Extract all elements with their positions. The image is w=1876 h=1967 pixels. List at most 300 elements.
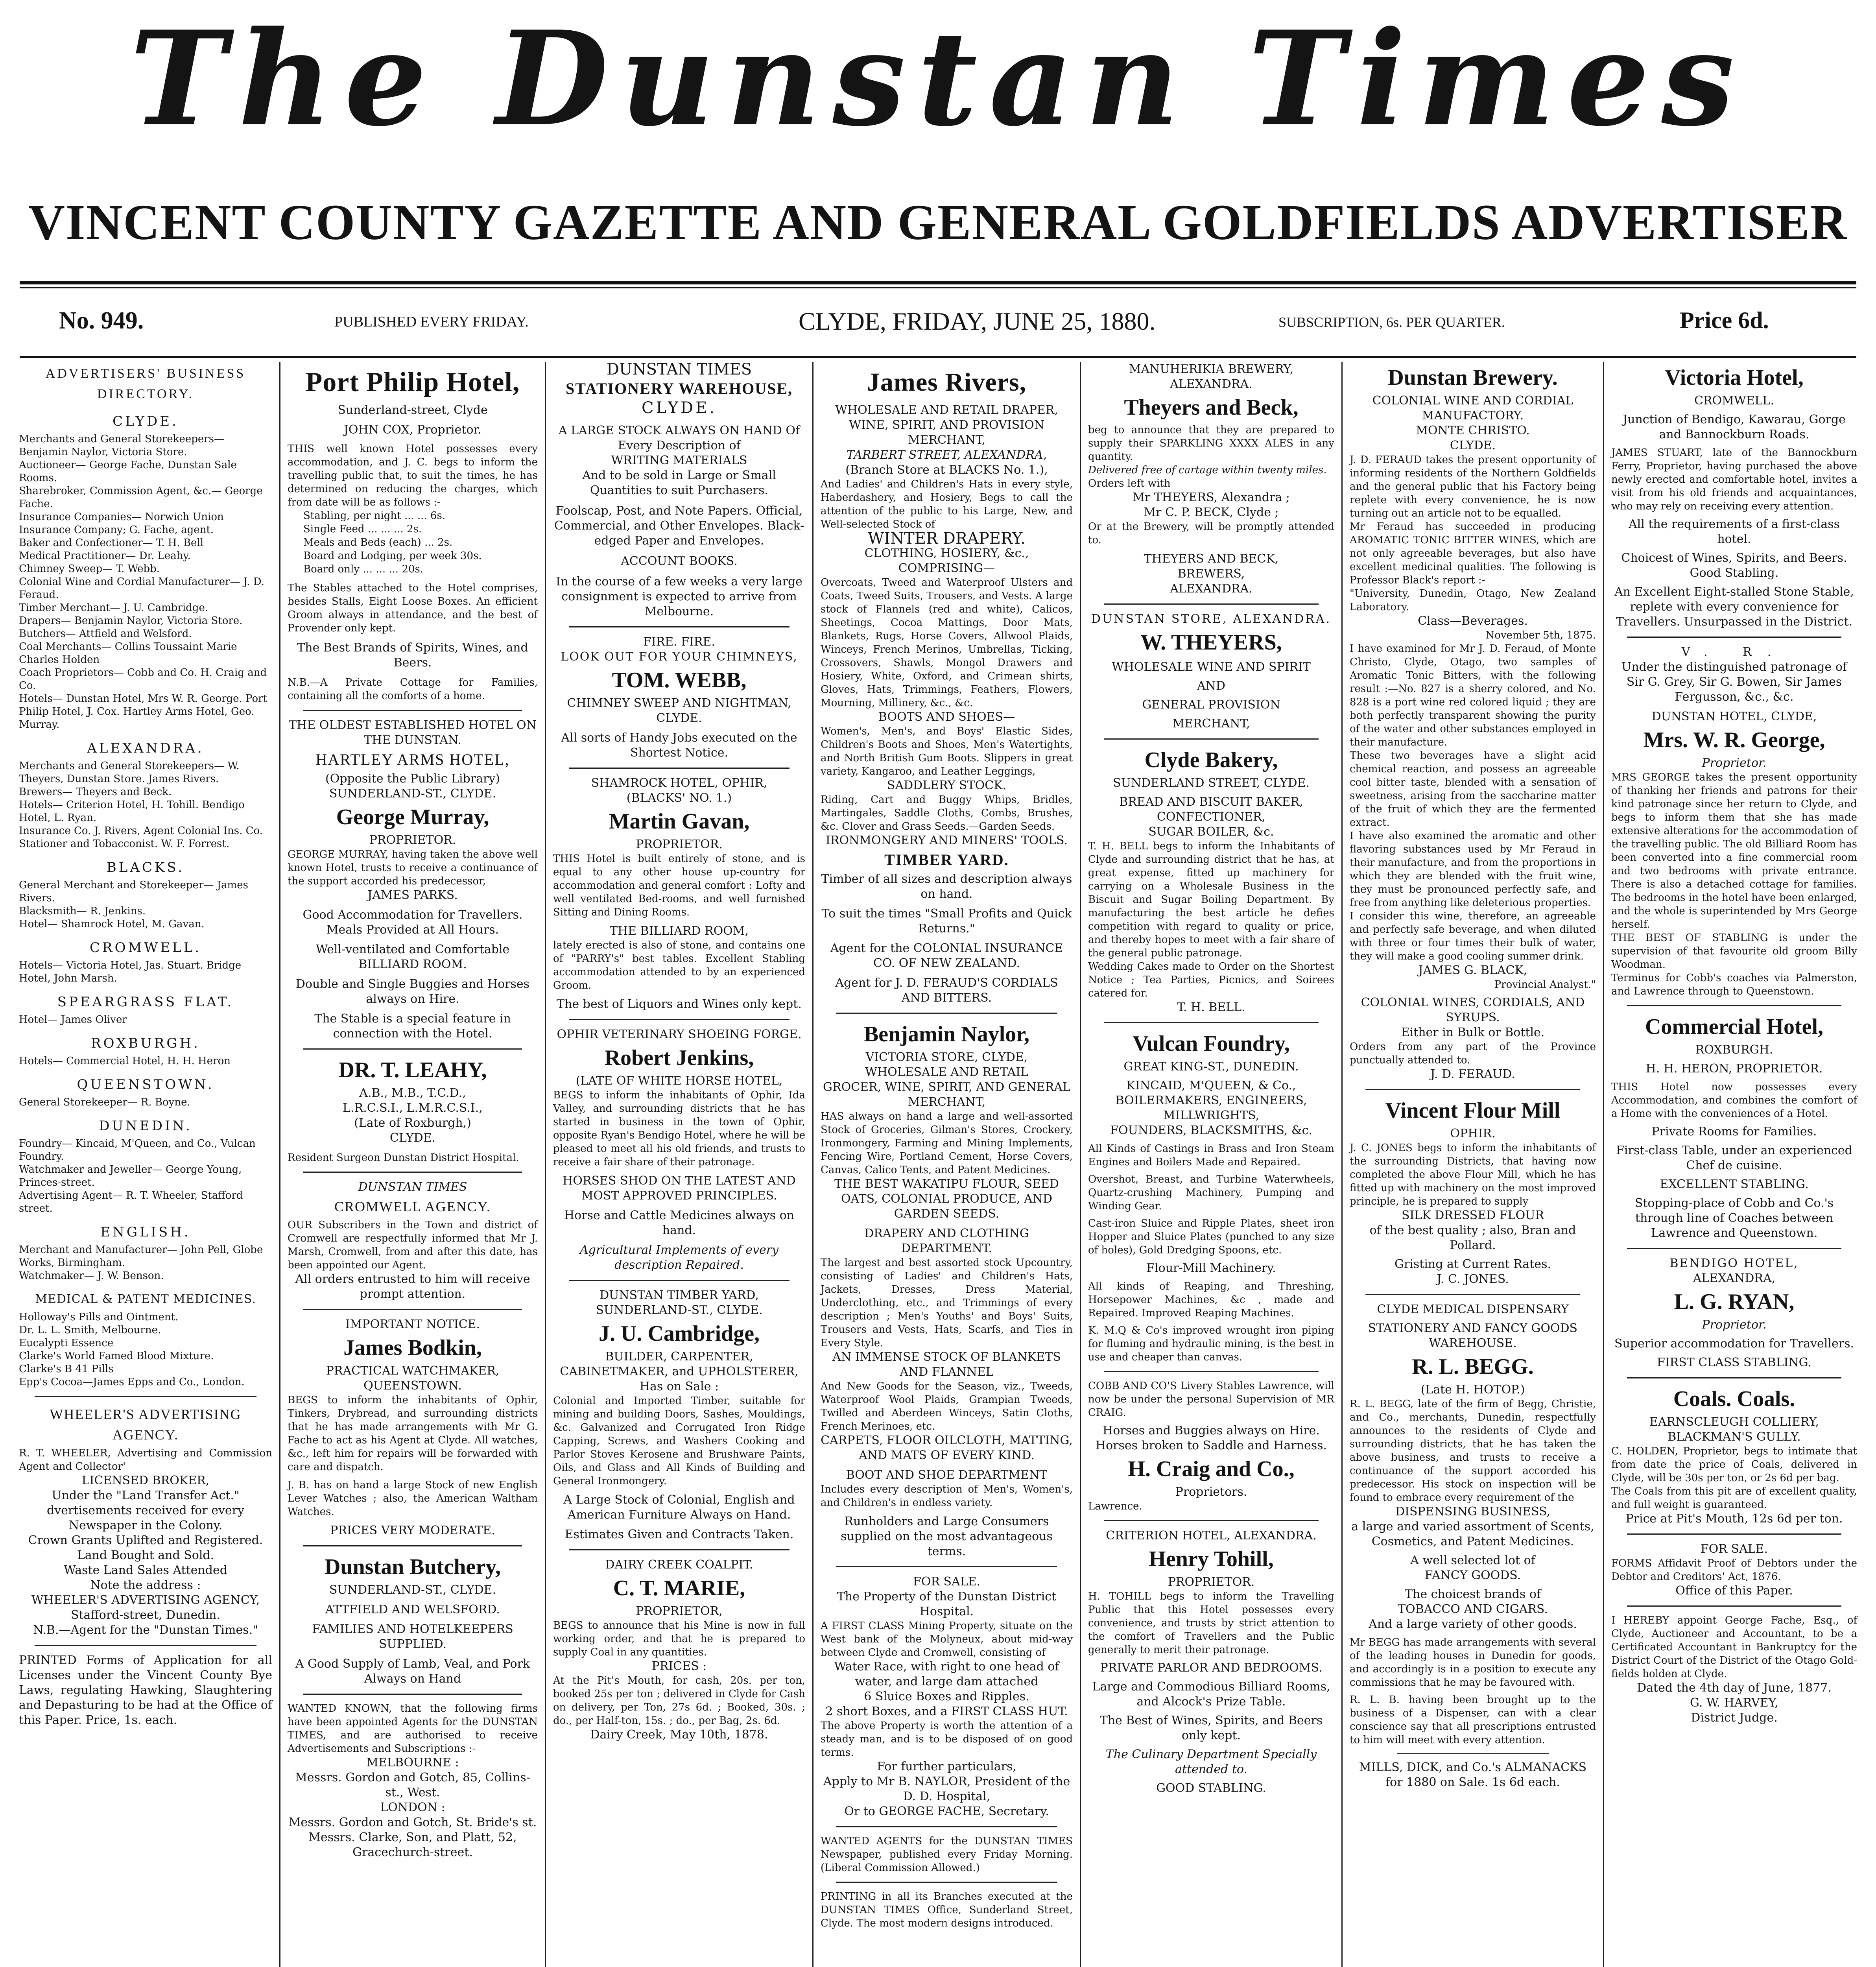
- top-rule: [20, 281, 1856, 284]
- wheeler-l3: Land Bought and Sold.: [77, 1548, 214, 1562]
- coalpit-prop: PROPRIETOR,: [636, 1604, 723, 1618]
- forge-head: OPHIR VETERINARY SHOEING FORGE.: [557, 1028, 802, 1041]
- holden-body: C. HOLDEN, Proprietor, begs to intimate that from date the price of Coals, delivered in Clyde, will be 30s per ton, or 2s 6d per bag.: [1611, 1445, 1857, 1484]
- victoria-name: Victoria Hotel,: [1665, 365, 1804, 390]
- rate-3: Board and Lodging, per week 30s.: [303, 550, 482, 562]
- feraud-sig: JAMES G. BLACK,: [1418, 963, 1527, 977]
- dir-clyde-6: Chimney Sweep— T. Webb.: [19, 563, 160, 575]
- feraud-cw: COLONIAL WINES, CORDIALS, AND SYRUPS.: [1361, 996, 1585, 1024]
- port-philip-street: Sunderland-street, Clyde: [338, 403, 488, 417]
- hartley-prop: PROPRIETOR.: [369, 833, 456, 847]
- feraud-exam: I have examined for Mr J. D. Feraud, of Monte Christo, Clyde, Otago, two samples of Aromatic Tonic Bitters, with the following result :—No. 827 is a sherry colored, and No. 828 is a port wine red colored liquid ; they are both perfectly transparent showing the purity of the water and other substances employed in their manufacture.: [1350, 643, 1596, 748]
- dir-clyde-1: Auctioneer— George Fache, Dunstan Sale Rooms.: [19, 459, 237, 484]
- port-philip-prop: JOHN COX, Proprietor.: [343, 423, 482, 437]
- dir-clyde-11: Coal Merchants— Collins Toussaint Marie Charles Holden: [19, 641, 237, 666]
- shamrock-brbody: lately erected is also of stone, and contains one of "PARRY's" best tables. Excellent Stabling accommodation attended to by an experienced Groom.: [553, 939, 805, 991]
- naylor-bsd: BOOT AND SHOE DEPARTMENT: [846, 1468, 1048, 1482]
- theyers-beck-deliv: Delivered free of cartage within twenty miles.: [1088, 464, 1327, 476]
- divider: [35, 1396, 256, 1397]
- holden-quality: The Coals from this pit are of excellent quality, and full weight is guaranteed.: [1611, 1485, 1857, 1511]
- holden-price: Price at Pit's Mouth, 12s 6d per ton.: [1625, 1512, 1843, 1526]
- bodkin-name: James Bodkin,: [343, 1336, 482, 1360]
- wanted-agents: WANTED AGENTS for the DUNSTAN TIMES Newspaper, published every Friday Morning. (Liberal Commission Allowed.): [821, 1835, 1073, 1874]
- top-rule-thin: [20, 287, 1856, 288]
- cobb-horses: Horses and Buggies always on Hire. Horses broken to Saddle and Harness.: [1095, 1424, 1327, 1452]
- sale-naylor: Apply to Mr B. NAYLOR, President of the D. D. Hospital,: [823, 1775, 1070, 1803]
- cromwell-agency-head2: CROMWELL AGENCY.: [334, 1199, 491, 1214]
- tohill-parlor: PRIVATE PARLOR AND BEDROOMS.: [1100, 1661, 1323, 1675]
- victoria-junction: Junction of Bendigo, Kawarau, Gorge and Bannockburn Roads.: [1623, 413, 1846, 441]
- brewery-l3: CLYDE.: [1450, 439, 1496, 452]
- dir-medical-4: Clarke's B 41 Pills: [19, 1363, 114, 1375]
- dunstan-store-head: DUNSTAN STORE, ALEXANDRA.: [1091, 612, 1332, 626]
- stationery-head1: DUNSTAN TIMES: [606, 362, 752, 378]
- dir-queenstown-0: General Storekeeper— R. Boyne.: [19, 1096, 190, 1108]
- shamrock-name: Martin Gavan,: [609, 809, 750, 834]
- dir-clyde-5: Medical Practitioner— Dr. Leahy.: [19, 550, 191, 562]
- divider: [569, 768, 790, 769]
- naylor-carpets: CARPETS, FLOOR OILCLOTH, MATTING, AND MATS OF EVERY KIND.: [821, 1434, 1073, 1462]
- divider: [303, 1172, 522, 1173]
- rivers-saddlery: SADDLERY STOCK.: [887, 779, 1007, 792]
- commercial-stab: EXCELLENT STABLING.: [1660, 1177, 1809, 1191]
- sale-attn: The above Property is worth the attention of a steady man, and is to be disposed of on good terms.: [821, 1720, 1073, 1758]
- stationery-acc: ACCOUNT BOOKS.: [621, 554, 738, 568]
- dir-medical-5: Epp's Cocoa—James Epps and Co., London.: [19, 1376, 245, 1388]
- vulcan-name: Vulcan Foundry,: [1133, 1031, 1290, 1056]
- coalpit-head: DAIRY CREEK COALPIT.: [605, 1558, 753, 1572]
- tohill-body: H. TOHILL begs to inform the Travelling Public that this Hotel possesses every convenience, and trusts by strict attention to the comfort of Travellers and the Public generally to merit their patronage.: [1088, 1591, 1334, 1656]
- rivers-addr: TARBERT STREET, ALEXANDRA,: [846, 448, 1047, 462]
- naylor-bsdbody: Includes every description of Men's, Women's, and Children's in endless variety.: [821, 1484, 1073, 1509]
- feraud-analyst: Provincial Analyst.": [1494, 979, 1596, 991]
- timber-list: Colonial and Imported Timber, suitable for mining and building Doors, Sashes, Mouldings, &c. Galvanized and Corrugated Iron Ridge Capping, Screws, and Washers Cooking and Parlor Stoves Kerosene and Brushware Paints, Oils, and Glass and All Kinds of Building and General Ironmongery.: [553, 1395, 805, 1487]
- rivers-boots: BOOTS AND SHOES—: [878, 710, 1015, 724]
- vulcan-reaping: All kinds of Reaping, and Threshing, Horsepower Machines, &c , made and Repaired. Improved Reaping Machines.: [1088, 1281, 1334, 1319]
- divider: [836, 1566, 1057, 1567]
- timber-trade: BUILDER, CARPENTER, CABINETMAKER, and UPHOLSTERER,: [560, 1350, 799, 1378]
- butchery-fam: FAMILIES AND HOTELKEEPERS SUPPLIED.: [312, 1622, 513, 1651]
- rate-0: Stabling, per night ... ... 6s.: [303, 510, 446, 522]
- timber-est: Estimates Given and Contracts Taken.: [564, 1528, 794, 1541]
- wheeler-addr: WHEELER'S ADVERTISING AGENCY, Stafford-street, Dunedin.: [31, 1593, 260, 1622]
- dunstan-hotel-head: DUNSTAN HOTEL, CLYDE,: [1651, 710, 1817, 723]
- hartley-name: George Murray,: [336, 805, 489, 829]
- hartley-addr: SUNDERLAND-ST., CLYDE.: [329, 787, 496, 801]
- column-2: [279, 362, 545, 1967]
- begg-arr: Mr BEGG has made arrangements with several of the leading houses in Dunedin for goods, and accordingly is in a position to execute any commissions that he may be favoured with.: [1350, 1637, 1596, 1688]
- feraud-body: J. D. FERAUD takes the present opportunity of informing residents of the Northern Goldfields and the general public that his Factory being replete with every convenience, he is now turning out an article not to be equalled.: [1350, 454, 1596, 519]
- rate-4: Board only ... ... ... 20s.: [303, 563, 424, 575]
- divider: [1104, 603, 1319, 605]
- criterion-head: CRITERION HOTEL, ALEXANDRA.: [1106, 1529, 1317, 1543]
- dir-blacks-2: Hotel— Shamrock Hotel, M. Gavan.: [19, 918, 205, 930]
- shamrock-liquor: The best of Liquors and Wines only kept.: [557, 997, 802, 1011]
- rivers-feraud: Agent for J. D. FERAUD'S CORDIALS AND BITTERS.: [835, 976, 1058, 1005]
- timber-has: Has on Sale :: [639, 1380, 719, 1393]
- dir-alexandra-head: ALEXANDRA.: [87, 740, 204, 756]
- dir-alexandra-4: Stationer and Tobacconist. W. F. Forrest.: [19, 838, 230, 850]
- begg-choice: The choicest brands of: [1405, 1587, 1541, 1601]
- begg-fancy2: FANCY GOODS.: [1424, 1568, 1521, 1582]
- dir-medical-3: Clarke's World Famed Blood Mixture.: [19, 1350, 214, 1362]
- rate-2: Meals and Beds (each) ... 2s.: [303, 537, 453, 548]
- hartley-stable: The Stable is a special feature in connection with the Hotel.: [314, 1012, 511, 1041]
- masthead: [0, 0, 1876, 279]
- butchery-owners: ATTFIELD AND WELSFORD.: [325, 1603, 500, 1616]
- almanacks: MILLS, DICK, and Co.'s ALMANACKS for 1880 on Sale. 1s 6d each.: [1359, 1760, 1587, 1789]
- divider: [836, 1013, 1057, 1014]
- sale-boxes: 6 Sluice Boxes and Ripples.: [864, 1690, 1029, 1703]
- dir-alexandra-3: Insurance Co. J. Rivers, Agent Colonial Ins. Co.: [19, 825, 263, 837]
- commercial-table: First-class Table, under an experienced Chef de cuisine.: [1616, 1144, 1852, 1172]
- rivers-suit: To suit the times "Small Profits and Quick Returns.": [821, 907, 1072, 936]
- bakery-l1: BREAD AND BISCUIT BAKER,: [1119, 795, 1303, 809]
- commercial-stop: Stopping-place of Cobb and Co.'s through line of Coaches between Lawrence and Queenstown.: [1634, 1196, 1834, 1240]
- dir-clyde-2: Sharebroker, Commission Agent, &c.— George Fache.: [19, 485, 263, 510]
- begg-scents: a large and varied assortment of Scents, Cosmetics, and Patent Medicines.: [1351, 1520, 1594, 1548]
- cobb-body: COBB AND CO'S Livery Stables Lawrence, will now be under the personal Supervision of MR CRAIG.: [1088, 1380, 1334, 1419]
- theyers-beck-sig3: ALEXANDRA.: [1170, 582, 1253, 596]
- divider: [836, 1826, 1057, 1827]
- hartley-head2: HARTLEY ARMS HOTEL,: [315, 751, 510, 768]
- naylor-trade: GROCER, WINE, SPIRIT, AND GENERAL MERCHANT,: [823, 1080, 1070, 1109]
- colliery-name: EARNSCLEUGH COLLIERY,: [1649, 1415, 1819, 1429]
- naylor-name: Benjamin Naylor,: [863, 1022, 1030, 1046]
- dir-clyde-13: Hotels— Dunstan Hotel, Mrs W. R. George. Port Philip Hotel, J. Cox. Hartley Arms Hotel, Geo. Murray.: [19, 693, 267, 731]
- naylor-dcbody: The largest and best assorted stock Upcountry, consisting of Ladies' and Children's Hats, Jackets, Dresses, Dress Material, Underclothing, etc., and Trimmings of every description ; Men's Youths' and Boys' Suits, Trousers and Vests, Hats, Scarfs, and Ties in Every Style.: [821, 1257, 1073, 1349]
- vulcan-wheels: Overshot, Breast, and Turbine Waterwheels, Quartz-crushing Machinery, Pumping and Winding Gear.: [1088, 1174, 1334, 1212]
- dir-clyde-head: CLYDE.: [113, 413, 179, 429]
- dir-speargrass-head: SPEARGRASS FLAT.: [57, 994, 234, 1010]
- feraud-report: "University, Dunedin, Otago, New Zealand Laboratory.: [1350, 588, 1596, 613]
- sale-hut: 2 short Boxes, and a FIRST CLASS HUT.: [825, 1705, 1068, 1718]
- dir-roxburgh-head: ROXBURGH.: [91, 1035, 200, 1051]
- begg-db: DISPENSING BUSINESS,: [1395, 1505, 1550, 1519]
- divider: [1104, 1520, 1319, 1521]
- ryan-prop: Proprietor.: [1702, 1318, 1767, 1332]
- begg-tob: TOBACCO AND CIGARS.: [1398, 1602, 1548, 1616]
- dunstan-patronage: Under the distinguished patronage of Sir G. Grey, Sir G. Bowen, Sir James Fergusson, &c., &c.: [1621, 660, 1847, 704]
- hartley-good: Good Accommodation for Travellers. Meals Provided at All Hours.: [303, 908, 523, 937]
- begg-disp: R. L. B. having been brought up to the business of a Dispenser, can with a clear conscience say that all prescriptions entrusted to him will meet with every attention.: [1350, 1694, 1596, 1746]
- webb-fire: FIRE. FIRE.: [643, 635, 715, 649]
- divider: [303, 1309, 522, 1310]
- feraud-also: I have also examined the aromatic and other flavoring substances used by Mr Feraud in their manufacture, and from the proportions in which they are blended with the fruit wine, they must be pronounced perfectly safe, and free from anything like deleterious properties.: [1350, 830, 1596, 909]
- victoria-body: JAMES STUART, late of the Bannockburn Ferry, Proprietor, having purchased the above newly erected and comfortable hotel, invites a visit from his old friends and acquaintances, who may rely on receiving every attention.: [1611, 447, 1857, 512]
- bakery-addr: SUNDERLAND STREET, CLYDE.: [1113, 776, 1310, 790]
- vulcan-flour: Flour-Mill Machinery.: [1146, 1261, 1276, 1275]
- divider: [1627, 1533, 1841, 1535]
- rivers-bootlist: Women's, Men's, and Boys' Elastic Sides, Children's Boots and Shoes, Men's Watertights, and North British Gum Boots. Slippers in great variety, Kangaroo, and Leather Leggings,: [821, 725, 1073, 777]
- stationery-consign: In the course of a few weeks a very large consignment is expected to arrive from Melbourne.: [556, 575, 802, 618]
- bodkin-body: BEGS to inform the inhabitants of Ophir, Tinkers, Drybread, and surrounding districts that he has made arrangements with Mr G. Fache to act as his Agent at Clyde. All watches, &c., left him for repairs will be forwarded with care and dispatch.: [288, 1394, 538, 1473]
- divider: [1627, 1605, 1841, 1607]
- dir-blacks-0: General Merchant and Storekeeper— James Rivers.: [19, 879, 248, 904]
- rivers-timber: Timber of all sizes and description always on hand.: [821, 872, 1072, 901]
- divider: [303, 1545, 522, 1546]
- dir-clyde-4: Baker and Confectioner— T. H. Bell: [19, 537, 204, 549]
- coals-head: Coals. Coals.: [1673, 1387, 1795, 1411]
- rivers-trade: WHOLESALE AND RETAIL DRAPER, WINE, SPIRIT, AND PROVISION MERCHANT,: [835, 403, 1058, 447]
- rivers-tyard: TIMBER YARD.: [884, 851, 1009, 869]
- rivers-comp: COMPRISING—: [898, 561, 995, 575]
- naylor-goods: And New Goods for the Season, viz., Tweeds, Waterproof Wool Plaids, Grampian Tweeds, Twilled and Aberdeen Winceys, Satin Cloths, French Merinoes, etc.: [821, 1380, 1073, 1432]
- webb-trade: CHIMNEY SWEEP AND NIGHTMAN,: [567, 696, 791, 710]
- wheeler-text: R. T. WHEELER, Advertising and Commission Agent and Collector': [19, 1447, 272, 1472]
- sale-prop: The Property of the Dunstan District Hospital.: [837, 1590, 1057, 1618]
- vulcan-firm: KINCAID, M'QUEEN, & Co.,: [1126, 1079, 1296, 1092]
- mill-place: OPHIR.: [1450, 1127, 1496, 1140]
- victoria-place: CROMWELL.: [1694, 394, 1774, 408]
- timber-stock: A Large Stock of Colonial, English and American Furniture Always on Hand.: [563, 1493, 795, 1522]
- forge-med: Horse and Cattle Medicines always on hand.: [564, 1209, 794, 1237]
- dir-clyde-12: Coach Proprietors— Cobb and Co. H. Craig and Co.: [19, 667, 267, 692]
- victoria-choicest: Choicest of Wines, Spirits, and Beers. Good Stabling.: [1621, 551, 1847, 580]
- dir-queenstown-head: QUEENSTOWN.: [77, 1077, 214, 1092]
- divider: [569, 1019, 790, 1020]
- divider: [569, 1549, 790, 1550]
- dir-english-head: ENGLISH.: [100, 1224, 191, 1240]
- rate-1: Single Feed ... ... ... 2s.: [303, 523, 422, 535]
- port-philip-nb: N.B.—A Private Cottage for Families, containing all the comforts of a home.: [288, 677, 538, 702]
- printed-forms: PRINTED Forms of Application for all Licenses under the Vincent County Bye Laws, regulating Hawking, Slaughtering and Depasturing to be had at the Office of this Paper. Price, 1s. each.: [19, 1653, 272, 1727]
- leahy-deg2: L.R.C.S.I., L.M.R.C.S.I.,: [343, 1101, 483, 1115]
- shamrock-body: THIS Hotel is built entirely of stone, and is equal to any other house up-country for accommodation and general comfort : Lofty and well ventilated Bed-rooms, and well furnished Sitting and Dining Rooms.: [553, 853, 805, 918]
- divider: [303, 1694, 522, 1695]
- manuherikia-head: MANUHERIKIA BREWERY, ALEXANDRA.: [1129, 362, 1294, 391]
- clyde-bakery-name: Clyde Bakery,: [1144, 748, 1278, 772]
- dir-blacks-1: Blacksmith— R. Jenkins.: [19, 905, 146, 917]
- divider: [303, 710, 522, 711]
- stationery-body: A LARGE STOCK ALWAYS ON HAND Of Every Description of: [558, 424, 800, 452]
- vulcan-castings: All Kinds of Castings in Brass and Iron Steam Engines and Boilers Made and Repaired.: [1088, 1143, 1334, 1168]
- wheeler-note: Note the address :: [90, 1578, 201, 1592]
- dir-medical-head: MEDICAL & PATENT MEDICINES.: [35, 1292, 256, 1306]
- appoint-body: I HEREBY appoint George Fache, Esq., of Clyde, Auctioneer and Accountant, to be a Certificated Accountant in Bankruptcy for the District Court of the District of the Otago Gold-fields holden at Clyde.: [1611, 1615, 1857, 1680]
- column-4: [812, 362, 1080, 1967]
- divider: [35, 1645, 256, 1646]
- tohill-stabling: GOOD STABLING.: [1156, 1781, 1266, 1795]
- shamrock-head: SHAMROCK HOTEL, OPHIR,: [591, 776, 767, 790]
- newspaper-subtitle: VINCENT COUNTY GAZETTE AND GENERAL GOLDFIELDS ADVERTISER: [28, 194, 1848, 250]
- ryan-name: L. G. RYAN,: [1674, 1290, 1795, 1314]
- bakery-sig: T. H. BELL.: [1177, 1000, 1245, 1014]
- hartley-opp: (Opposite the Public Library): [325, 772, 500, 786]
- cromwell-agency-head1: DUNSTAN TIMES: [358, 1180, 467, 1194]
- divider: [1627, 637, 1841, 638]
- forsale-head: FOR SALE.: [1700, 1542, 1768, 1556]
- dir-cromwell-0: Hotels— Victoria Hotel, Jas. Stuart. Bridge Hotel, John Marsh.: [19, 960, 242, 984]
- store-l2: GENERAL PROVISION: [1142, 698, 1280, 712]
- dispensary-sub: STATIONERY AND FANCY GOODS WAREHOUSE.: [1368, 1321, 1578, 1350]
- sale-apply: For further particulars,: [877, 1760, 1016, 1773]
- bakery-l3: SUGAR BOILER, &c.: [1148, 825, 1274, 839]
- column-5: [1080, 362, 1341, 1967]
- rivers-cl: CLOTHING, HOSIERY, &c.,: [864, 546, 1029, 560]
- divider: [1627, 1248, 1841, 1249]
- rivers-iron: IRONMONGERY AND MINERS' TOOLS.: [826, 834, 1068, 847]
- bodkin-prices: PRICES VERY MODERATE.: [330, 1524, 495, 1537]
- forsale-body: FORMS Affidavit Proof of Debtors under the Debtor and Creditors' Act, 1876.: [1611, 1557, 1857, 1583]
- webb-name: TOM. WEBB,: [612, 668, 747, 692]
- mrs-george-body: MRS GEORGE takes the present opportunity of thanking her friends and patrons for their kind patronage since her return to Clyde, and begs to inform them that she has made extensive alterations for the accommodation of the travelling public. The old Billiard Room has been converted into a fine commercial room and two bedrooms with private entrance. There is also a detached cottage for families. The bedrooms in the hotel have been enlarged, and the whole is superintended by Mrs George herself.: [1611, 771, 1857, 930]
- published-every: PUBLISHED EVERY FRIDAY.: [334, 314, 529, 330]
- issue-number: No. 949.: [59, 307, 144, 334]
- feraud-consider: I consider this wine, therefore, an agreeable and perfectly safe beverage, and when diluted with three or four times their bulk of water, they will make a good cooling summer drink.: [1350, 910, 1596, 962]
- commercial-name: Commercial Hotel,: [1645, 1015, 1824, 1039]
- commercial-prop: H. H. HERON, PROPRIETOR.: [1645, 1062, 1823, 1076]
- divider: [836, 1882, 1057, 1883]
- forge-late: (LATE OF WHITE HORSE HOTEL,: [576, 1074, 783, 1088]
- begg-pipes: And a large variety of other goods.: [1369, 1617, 1577, 1631]
- vulcan-addr: GREAT KING-ST., DUNEDIN.: [1123, 1060, 1299, 1074]
- newspaper-title: The Dunstan Times: [129, 2, 1747, 155]
- divider: [1365, 1089, 1580, 1090]
- feraud-class: Class—Beverages.: [1418, 614, 1528, 628]
- forsale-office: Office of this Paper.: [1675, 1584, 1793, 1598]
- dir-medical-1: Dr. L. L. Smith, Melbourne.: [19, 1324, 161, 1336]
- printing-notice: PRINTING in all its Branches executed at the DUNSTAN TIMES Office, Sunderland Street, Clyde. The most modern designs introduced.: [821, 1891, 1073, 1929]
- theyers-beck-brew: Or at the Brewery, will be promptly attended to.: [1088, 521, 1334, 546]
- divider: [1104, 1371, 1319, 1372]
- appoint-sig: G. W. HARVEY,: [1690, 1696, 1778, 1710]
- subscription: SUBSCRIPTION, 6s. PER QUARTER.: [1278, 314, 1505, 330]
- bodkin-town: QUEENSTOWN.: [363, 1379, 462, 1393]
- directory-title: ADVERTISERS' BUSINESS DIRECTORY.: [45, 366, 246, 401]
- divider: [1627, 1377, 1841, 1378]
- dir-clyde-9: Drapers— Benjamin Naylor, Victoria Store.: [19, 615, 243, 627]
- mrs-george-prop: Proprietor.: [1702, 756, 1767, 770]
- wheeler-l1: dvertisements received for every Newspaper in the Colony.: [46, 1504, 245, 1532]
- divider: [569, 1280, 790, 1281]
- cromwell-agency-body: OUR Subscribers in the Town and district of Cromwell are respectfully informed that Mr J. Marsh, Cromwell, from and after this date, has been appointed our Agent.: [288, 1219, 538, 1271]
- feraud-sig2: J. D. FERAUD.: [1430, 1067, 1515, 1081]
- coalpit-name: C. T. MARIE,: [613, 1576, 745, 1600]
- column-7: [1603, 362, 1864, 1967]
- theyers-beck-body: beg to announce that they are prepared to supply their SPARKLING XXXX ALES in any quantity.: [1088, 424, 1334, 463]
- mill-body: J. C. JONES begs to inform the inhabitants of the surrounding Districts, that having now completed the above Flour Mill, which he has fitted up with machinery on the most improved principle, he is prepared to supply: [1350, 1142, 1596, 1207]
- rivers-saddlelist: Riding, Cart and Buggy Whips, Bridles, Martingales, Saddle Cloths, Combs, Brushes, &c. Clover and Grass Seeds.—Garden Seeds.: [821, 794, 1073, 832]
- wanted-known-body: WANTED KNOWN, that the following firms have been appointed Agents for the DUNSTAN TIMES, and are authorised to receive Advertisements and Subscriptions :-: [288, 1703, 538, 1755]
- feraud-orders: Orders from any part of the Province punctually attended to.: [1350, 1041, 1596, 1066]
- coalpit-pbody: At the Pit's Mouth, for cash, 20s. per ton, booked 25s per ton ; delivered in Clyde for Cash on delivery, per Ton, 27s 6d. ; Booked, 30s. ; do., per Half-ton, 15s. ; do., per Bag, 2s. 6d.: [553, 1675, 805, 1727]
- hartley-body: GEORGE MURRAY, having taken the above well known Hotel, trusts to receive a continuance of the support accorded his predecessor,: [288, 849, 538, 887]
- dir-clyde-8: Timber Merchant— J. U. Cambridge.: [19, 602, 208, 614]
- vulcan-kmq: K. M.Q & Co's improved wrought iron piping for fluming and hydraulic mining, is the best in use and cheaper than canvas.: [1088, 1325, 1334, 1363]
- dir-medical-2: Eucalypti Essence: [19, 1337, 114, 1349]
- bendigo-head: BENDIGO HOTEL,: [1669, 1257, 1799, 1270]
- divider: [303, 1048, 522, 1050]
- craig-prop: Proprietors.: [1175, 1485, 1247, 1499]
- tohill-best: The Best of Wines, Spirits, and Beers only kept.: [1099, 1714, 1323, 1742]
- rivers-branch: (Branch Store at BLACKS No. 1.),: [845, 463, 1048, 477]
- naylor-dc: DRAPERY AND CLOTHING DEPARTMENT.: [864, 1227, 1029, 1255]
- mill-sig: J. C. JONES.: [1437, 1272, 1509, 1286]
- hartley-head1: THE OLDEST ESTABLISHED HOTEL ON THE DUNSTAN.: [289, 718, 537, 747]
- theyers-beck-sig1: THEYERS AND BECK,: [1144, 552, 1279, 566]
- columns: [12, 362, 1864, 1967]
- shamrock-blacks: (BLACKS' NO. 1.): [626, 791, 732, 805]
- mill-grist: Gristing at Current Rates.: [1394, 1257, 1551, 1271]
- mrs-george-term: Terminus for Cobb's coaches via Palmerston, and Lawrence through to Queenstown.: [1611, 972, 1857, 997]
- colliery-gully: BLACKMAN'S GULLY.: [1668, 1430, 1801, 1444]
- rivers-list: Overcoats, Tweed and Waterproof Ulsters and Coats, Tweed Suits, Trousers, and Vests. A large stock of Flannels (red and white), Calicos, Sheetings, Cocoa Mattings, Door Mats, Blankets, Rugs, Horse Covers, Allwool Plaids, Winceys, French Merinos, Umbrellas, Ticking, Crossovers, Shawls, Mongol Drawers and Hosiery, White, Oxford, and Crimean shirts, Gloves, Hats, Trimmings, Feathers, Flowers, Mourning, Millinery, &c., &c.: [821, 577, 1073, 709]
- column-3: [545, 362, 812, 1967]
- wheeler-l4: Waste Land Sales Attended: [64, 1563, 227, 1577]
- timber-name: J. U. Cambridge,: [598, 1321, 760, 1346]
- vulcan-l1: BOILERMAKERS, ENGINEERS,: [1115, 1094, 1307, 1107]
- bakery-l2: CONFECTIONER,: [1157, 810, 1266, 824]
- wanted-melb-firm: Messrs. Gordon and Gotch, 85, Collins-st., West.: [295, 1771, 530, 1799]
- brewery-l2: MONTE CHRISTO.: [1416, 424, 1530, 437]
- port-philip-title: Port Philip Hotel,: [305, 367, 520, 397]
- stationery-head2: STATIONERY WAREHOUSE,: [565, 380, 793, 397]
- column-6: [1341, 362, 1603, 1967]
- dir-clyde-3: Insurance Companies— Norwich Union Insurance Company; G. Fache, agent.: [19, 511, 224, 536]
- forge-horses: HORSES SHOD ON THE LATEST AND MOST APPROVED PRINCIPLES.: [563, 1174, 796, 1203]
- dir-alexandra-2: Hotels— Criterion Hotel, H. Tohill. Bendigo Hotel, L. Ryan.: [19, 799, 245, 824]
- appoint-dated: Dated the 4th day of June, 1877.: [1637, 1681, 1832, 1695]
- shamrock-prop: PROPRIETOR.: [636, 838, 723, 851]
- dir-dunedin-1: Watchmaker and Jeweller— George Young, Princes-street.: [19, 1164, 242, 1188]
- w-theyers-name: W. THEYERS,: [1140, 630, 1282, 655]
- dir-english-0: Merchant and Manufacturer— John Pell, Globe Works, Birmingham.: [19, 1244, 263, 1269]
- port-philip-stables: The Stables attached to the Hotel comprises, besides Stalls, Eight Loose Boxes. An efficient Groom always in attendance, and the best of Provender only kept.: [288, 582, 538, 634]
- webb-look: LOOK OUT FOR YOUR CHIMNEYS,: [561, 650, 798, 664]
- wheeler-nb: N.B.—Agent for the "Dunstan Times.": [33, 1623, 258, 1637]
- divider: [569, 626, 790, 627]
- naylor-store: VICTORIA STORE, CLYDE,: [865, 1050, 1028, 1064]
- sale-head: FOR SALE.: [913, 1575, 981, 1589]
- naylor-wr: WHOLESALE AND RETAIL: [865, 1065, 1028, 1079]
- dir-alexandra-1: Brewers— Theyers and Beck.: [19, 786, 172, 798]
- divider: [1365, 1294, 1580, 1295]
- forge-name: Robert Jenkins,: [604, 1046, 754, 1070]
- bakery-wedding: Wedding Cakes made to Order on the Shortest Notice ; Tea Parties, Picnics, and Soirees catered for.: [1088, 961, 1334, 999]
- divider: [1397, 1753, 1549, 1754]
- theyers-beck-o1: Mr THEYERS, Alexandra ;: [1133, 491, 1290, 504]
- bakery-body: T. H. BELL begs to inform the Inhabitants of Clyde and surrounding district that he has, at great expense, fitted up machinery for carrying on a Wholesale Business in the Biscuit and Sugar Boiling Department. By manufacturing the best article he defies competition with regard to quality or price, and thereby hopes to meet with a fair share of the general public patronage.: [1088, 840, 1334, 959]
- feraud-two: These two beverages have a slight acid chemical reaction, and possess an agreeable cool bitter taste, blended with a sensation of sweetness, arising from the saccharine matter of the fruit of which they are the fermented extract.: [1350, 750, 1596, 829]
- tohill-culinary: The Culinary Department Specially attended to.: [1105, 1747, 1317, 1776]
- sale-body: A FIRST CLASS Mining Property, situate on the West bank of the Molyneux, about mid-way between Clyde and Cromwell, consisting of: [821, 1620, 1073, 1659]
- coalpit-date: Dairy Creek, May 10th, 1878.: [590, 1728, 768, 1742]
- store-and: AND: [1197, 679, 1225, 693]
- flour-mill-name: Vincent Flour Mill: [1385, 1098, 1561, 1123]
- bendigo-acc: Superior accommodation for Travellers.: [1614, 1337, 1854, 1351]
- naylor-body: HAS always on hand a large and well-assorted Stock of Groceries, Gilman's Stores, Crockery, Ironmongery, Farming and Mining Implements, Fencing Wire, Portland Cement, Horse Covers, Canvas, Calico Tents, and Patent Medicines.: [821, 1111, 1073, 1176]
- hartley-parks: JAMES PARKS.: [367, 888, 458, 902]
- port-philip-brands: The Best Brands of Spirits, Wines, and Beers.: [297, 641, 528, 670]
- price: Price 6d.: [1680, 307, 1769, 333]
- wanted-london-firm: Messrs. Gordon and Gotch, St. Bride's st. Messrs. Clarke, Son, and Platt, 52, Gracechurch-street.: [288, 1816, 537, 1859]
- webb-place: CLYDE.: [656, 711, 702, 725]
- forge-ag: Agricultural Implements of every description Repaired.: [579, 1243, 779, 1272]
- cromwell-agency-orders: All orders entrusted to him will receive prompt attention.: [295, 1272, 530, 1301]
- appoint-judge: District Judge.: [1691, 1711, 1778, 1725]
- begg-body: R. L. BEGG, late of the firm of Begg, Christie, and Co., merchants, Dunedin, respectfully announces to the residents of Clyde and surrounding districts, that he has taken the above business, and trusts to receive a continuance of the support accorded his predecessor. His stock on inspection will be found to embrace every requirement of the: [1350, 1398, 1596, 1504]
- rivers-name: James Rivers,: [867, 368, 1027, 397]
- naylor-runholders: Runholders and Large Consumers supplied on the most advantageous terms.: [841, 1515, 1053, 1558]
- coalpit-body: BEGS to announce that his Mine is now in full working order, and that he is prepared to supply Coal in any quantities.: [553, 1620, 805, 1658]
- port-philip-body: THIS well known Hotel possesses every accommodation, and J. C. begs to inform the travelling public that, to suit the times, he has determined on reducing the charges, which from date will be as follows :-: [288, 443, 538, 508]
- leahy-resident: Resident Surgeon Dunstan District Hospital.: [288, 1152, 519, 1164]
- dir-medical-0: Holloway's Pills and Ointment.: [19, 1311, 179, 1323]
- bodkin-stock: J. B. has on hand a large Stock of new English Lever Watches ; also, the American Waltham Watches.: [288, 1479, 538, 1518]
- divider: [1627, 1005, 1841, 1006]
- stationery-place: CLYDE.: [642, 399, 717, 417]
